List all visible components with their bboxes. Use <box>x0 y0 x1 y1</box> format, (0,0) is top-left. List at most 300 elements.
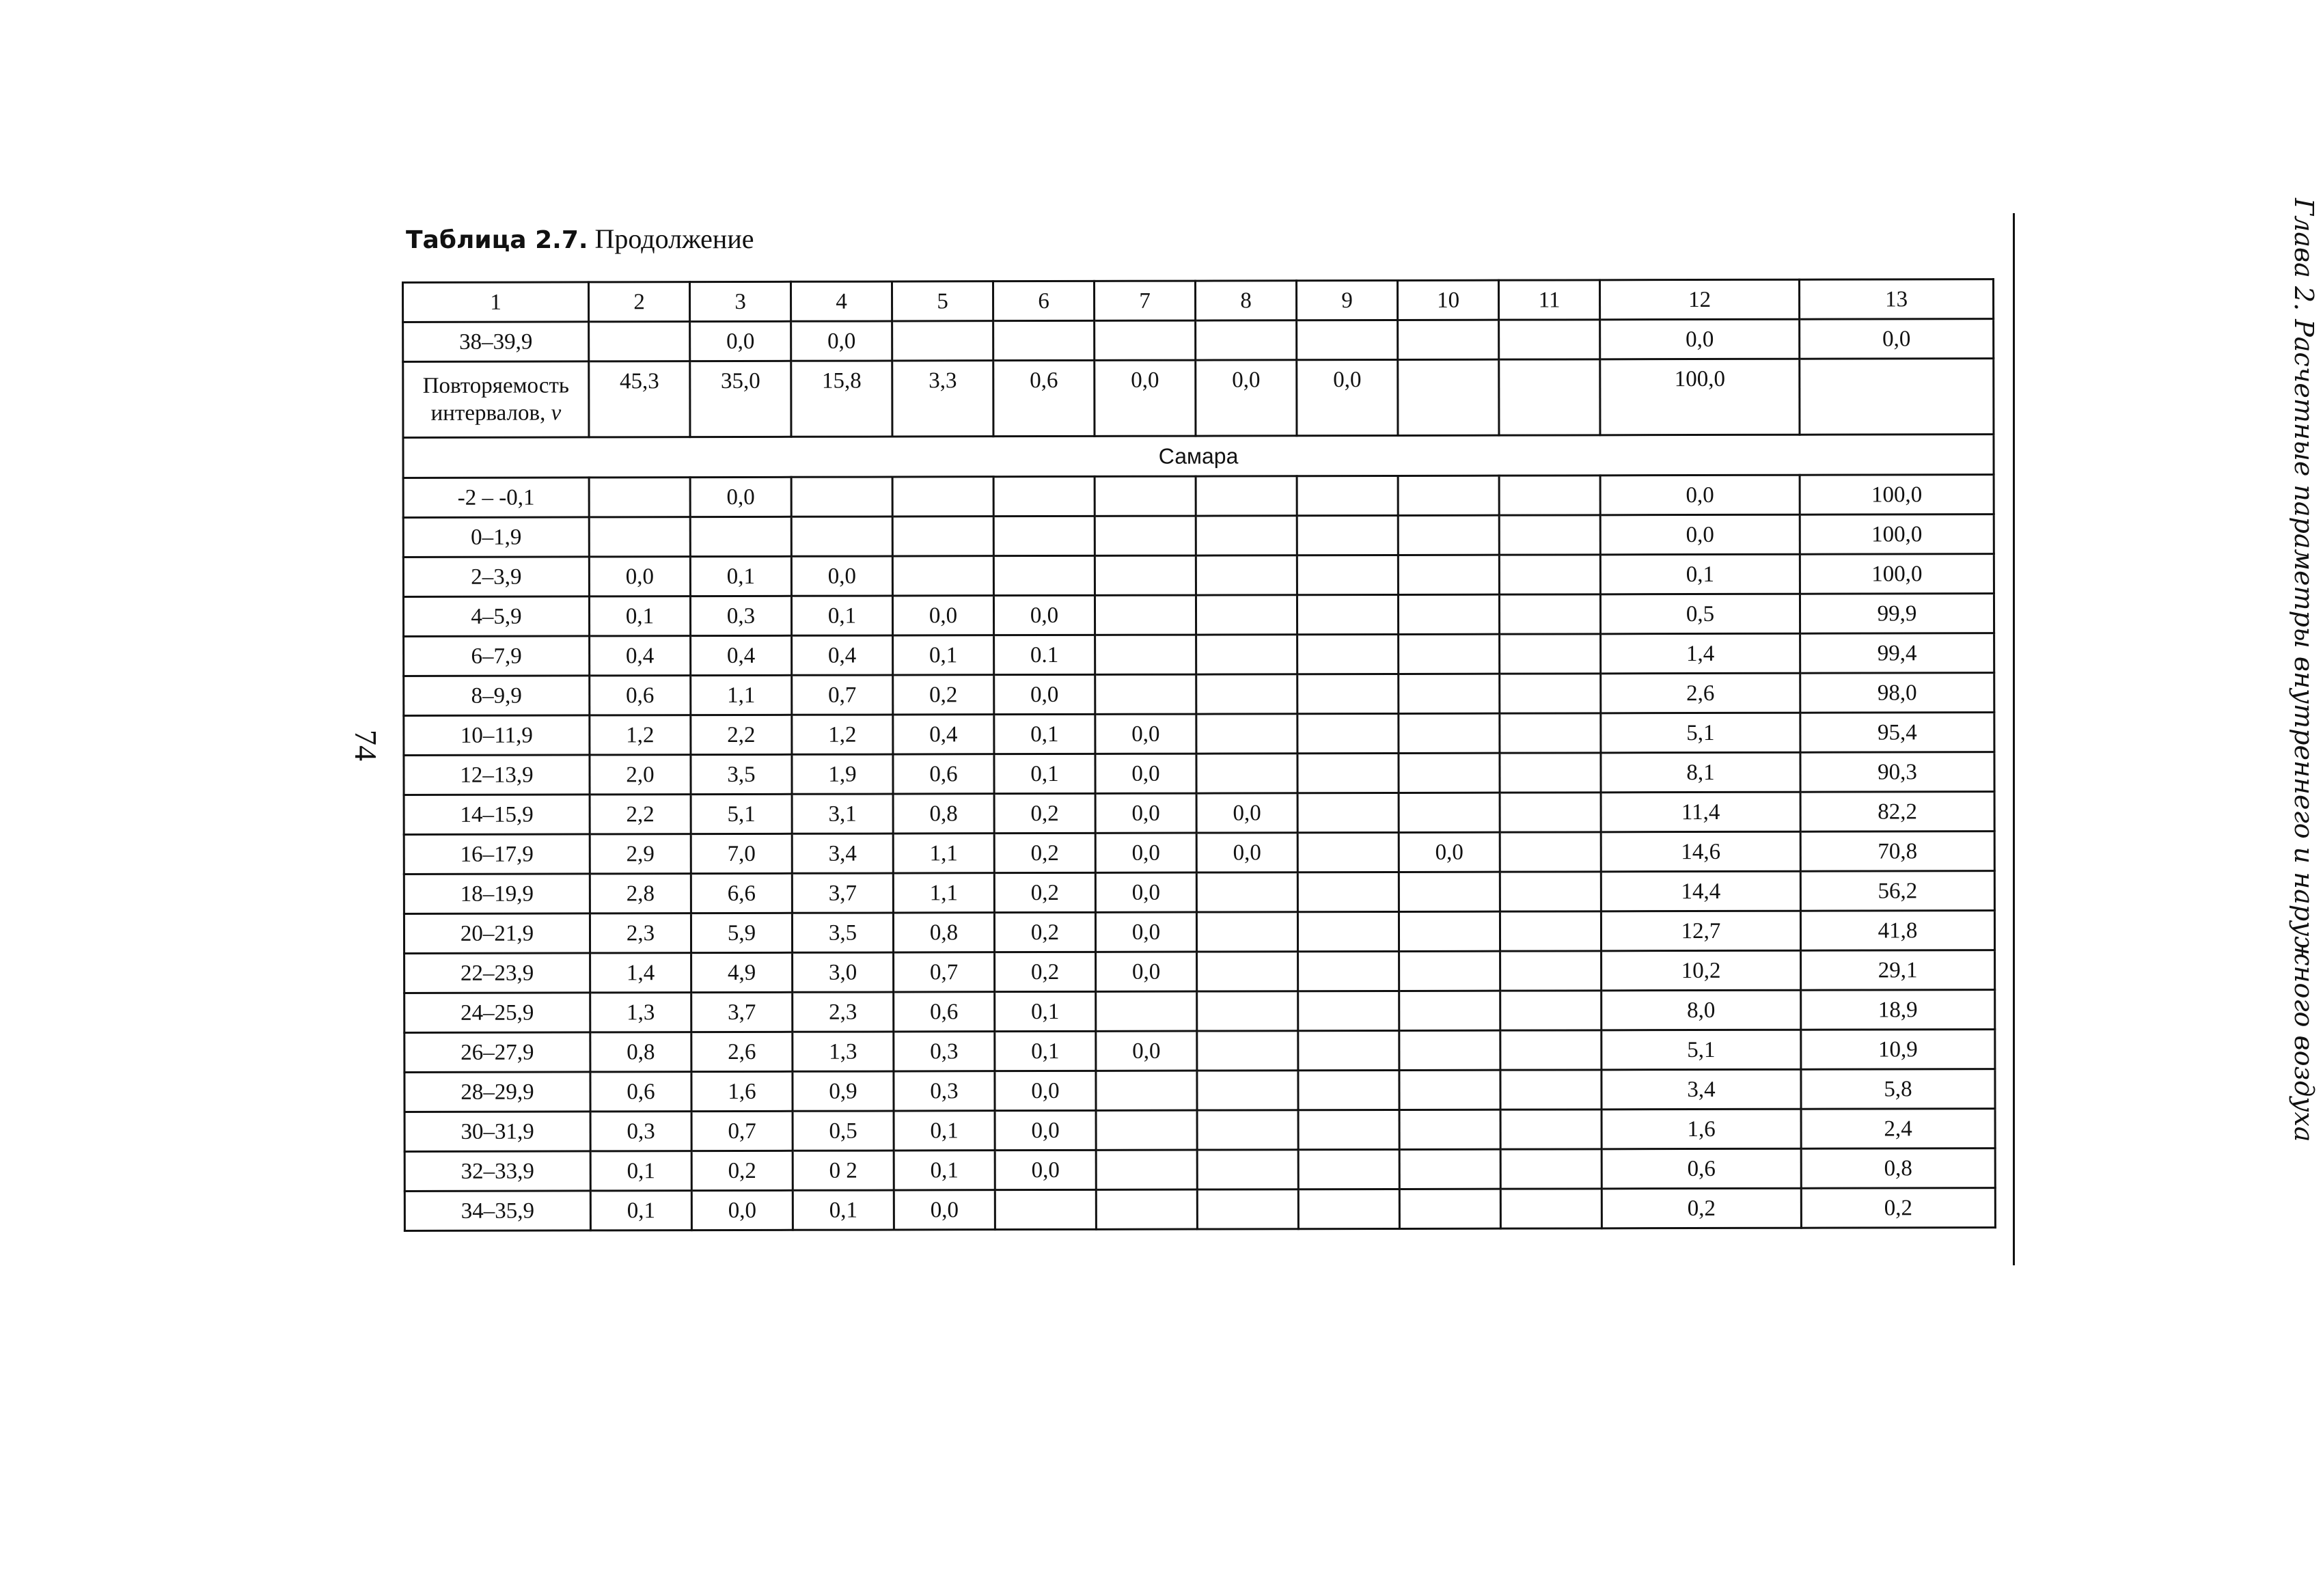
table-row <box>404 713 1994 756</box>
table-cell <box>1399 1189 1500 1228</box>
table-cell <box>1500 713 1601 753</box>
table-cell <box>1298 1070 1399 1110</box>
table-cell: 3,0 <box>793 952 894 992</box>
interval-label-cell: 18–19,9 <box>404 874 590 914</box>
table-row <box>404 1148 1995 1192</box>
table-cell: 2,6 <box>691 1032 793 1071</box>
table-cell: 0,7 <box>894 952 995 992</box>
table-cell <box>1500 911 1601 951</box>
data-table <box>402 278 1996 1232</box>
table-cell <box>1096 1071 1197 1110</box>
table-cell <box>1499 555 1600 594</box>
table-cell <box>1500 1030 1602 1070</box>
interval-label-cell: 16–17,9 <box>404 834 590 875</box>
table-cell: 0,1 <box>793 1190 894 1230</box>
column-number-cell: 7 <box>1095 281 1196 320</box>
table-cell: 0,0 <box>1095 714 1196 754</box>
table-cell <box>1096 991 1197 1031</box>
table-cell: 0,0 <box>995 1150 1096 1189</box>
table-cell: 1,1 <box>893 873 994 913</box>
table-cell: 1,4 <box>590 953 691 993</box>
table-cell <box>1196 674 1297 714</box>
table-cell: 100,0 <box>1800 475 1994 515</box>
table-cell <box>1298 1149 1399 1189</box>
table-cell: 0,4 <box>893 715 994 754</box>
table-cell: 100,0 <box>1800 514 1994 555</box>
table-cell: 0,0 <box>1096 952 1197 991</box>
table-cell <box>1499 594 1600 634</box>
table-cell: 0,3 <box>590 1112 691 1151</box>
table-cell <box>1500 1070 1602 1110</box>
table-cell: 0,1 <box>590 1191 691 1230</box>
table-cell <box>1297 476 1398 515</box>
table-cell <box>1399 1070 1500 1110</box>
table-cell <box>1500 1149 1602 1189</box>
table-cell: 0,0 <box>1095 833 1196 872</box>
table-cell: 82,2 <box>1800 792 1994 832</box>
running-header: Глава 2. Расчетные параметры внутреннего и наружного воздуха <box>2289 198 2319 1142</box>
table-cell <box>1500 1189 1602 1228</box>
section-title-samara: Самара <box>403 435 1994 478</box>
table-cell <box>589 517 690 557</box>
table-cell: 56,2 <box>1800 871 1994 911</box>
table-cell: 10,2 <box>1602 950 1801 991</box>
table-cell: 70,8 <box>1800 831 1994 872</box>
table-cell: 0,0 <box>1600 475 1800 515</box>
table-cell <box>589 478 690 517</box>
table-cell: 0,2 <box>893 675 994 715</box>
table-cell <box>1298 1189 1399 1228</box>
table-cell: 1,2 <box>792 715 893 754</box>
table-cell <box>1399 991 1500 1030</box>
table-cell <box>1297 793 1399 832</box>
table-cell <box>1399 1110 1500 1149</box>
table-row <box>404 911 1994 954</box>
table-cell: 0,2 <box>994 793 1095 833</box>
table-cell <box>993 516 1095 555</box>
table-cell: 18,9 <box>1801 990 1995 1030</box>
table-cell <box>993 555 1095 595</box>
table-cell <box>1399 713 1500 753</box>
table-cell <box>1499 476 1600 515</box>
table-cell: 3,4 <box>1602 1069 1801 1110</box>
interval-label-cell: 14–15,9 <box>404 795 590 835</box>
repeatability-row <box>403 359 1994 438</box>
table-cell: 0,0 <box>1095 754 1196 793</box>
table-cell <box>1500 872 1601 911</box>
table-cell <box>1500 753 1601 793</box>
table-cell: 1,1 <box>691 675 792 715</box>
table-cell: 0,7 <box>792 675 893 715</box>
page-number: 74 <box>348 730 383 761</box>
table-cell: 4,9 <box>691 952 793 992</box>
table-cell: 2,6 <box>1601 673 1800 713</box>
column-number-cell: 8 <box>1196 281 1297 320</box>
table-cell: 1,1 <box>893 834 994 873</box>
table-cell: 0,0 <box>589 557 690 596</box>
table-header <box>403 279 1994 322</box>
table-cell <box>1297 674 1399 713</box>
table-cell: 0,3 <box>894 1032 995 1071</box>
table-cell <box>892 517 993 556</box>
table-row <box>404 831 1994 875</box>
table-cell: 0,0 <box>1600 514 1800 555</box>
table-cell <box>1196 635 1297 674</box>
table-cell: 0,2 <box>994 912 1095 952</box>
table-cell: 0 2 <box>793 1151 894 1190</box>
table-caption <box>406 220 754 260</box>
table-cell: 0,8 <box>893 794 994 834</box>
table-cell: 0,0 <box>894 1190 995 1230</box>
table-cell <box>791 517 892 556</box>
table-cell: 0,0 <box>1399 832 1500 872</box>
table-cell <box>1297 832 1399 872</box>
table-row <box>404 673 1994 716</box>
table-cell: 11,4 <box>1601 792 1800 832</box>
table-cell: 0,0 <box>994 674 1095 714</box>
table-cell: 2,8 <box>590 874 691 913</box>
table-cell: 1,2 <box>590 715 691 755</box>
table-cell: 3,3 <box>892 361 993 437</box>
table-row <box>404 871 1994 914</box>
table-cell: 2,2 <box>590 795 691 834</box>
table-cell <box>1298 951 1399 991</box>
table-cell <box>1500 951 1602 991</box>
table-cell <box>1095 674 1196 714</box>
table-cell: 0,0 <box>1800 319 1994 359</box>
table-cell <box>1095 516 1196 555</box>
table-body <box>403 319 1996 1231</box>
table-cell: 8,1 <box>1601 752 1800 793</box>
table-cell: 0,5 <box>793 1111 894 1151</box>
table-cell <box>1399 753 1500 793</box>
table-cell <box>1297 753 1399 793</box>
table-cell: 0,0 <box>995 1071 1096 1110</box>
table-row <box>403 594 1994 637</box>
table-cell: 2,3 <box>793 992 894 1032</box>
table-cell <box>1297 911 1399 951</box>
table-cell <box>1500 674 1601 713</box>
table-row <box>404 950 1995 993</box>
table-cell <box>1500 991 1602 1030</box>
table-cell: 29,1 <box>1801 950 1995 991</box>
table-cell: 0,1 <box>590 1151 691 1191</box>
table-cell: 0,8 <box>1801 1148 1995 1189</box>
table-cell: 0,0 <box>1095 872 1196 912</box>
table-cell: 10,9 <box>1801 1030 1995 1070</box>
table-cell <box>1399 872 1500 911</box>
table-cell: 1,3 <box>590 993 691 1032</box>
table-cell <box>1399 793 1500 832</box>
table-cell <box>1500 832 1601 872</box>
table-cell: 0,0 <box>1095 793 1196 833</box>
table-cell: 5,1 <box>1601 713 1800 753</box>
table-cell: 0,2 <box>995 952 1096 991</box>
table-cell: 0,0 <box>1196 833 1297 872</box>
table-cell: 98,0 <box>1800 673 1994 713</box>
table-cell <box>589 322 690 361</box>
table-cell: 8,0 <box>1602 990 1801 1030</box>
table-cell <box>1095 635 1196 674</box>
table-cell: 0,0 <box>1095 912 1196 952</box>
table-cell: 0,4 <box>792 635 893 675</box>
table-cell: 0,0 <box>690 321 791 361</box>
table-cell: 0,8 <box>590 1032 691 1072</box>
table-cell <box>1499 359 1600 435</box>
table-cell: 0,4 <box>590 636 691 676</box>
table-cell <box>993 476 1095 516</box>
interval-label-cell: 28–29,9 <box>404 1072 590 1112</box>
table-cell: 3,5 <box>691 754 792 794</box>
table-cell <box>1298 991 1399 1030</box>
repeatability-variable: v <box>551 400 562 426</box>
table-cell <box>995 1189 1096 1229</box>
table-cell <box>1297 713 1399 753</box>
table-cell <box>1398 359 1499 435</box>
table-cell: 15,8 <box>791 361 892 437</box>
table-cell <box>1197 1031 1298 1071</box>
interval-label-cell: 6–7,9 <box>404 636 590 676</box>
table-cell: 0,1 <box>893 635 994 675</box>
table-cell <box>1095 320 1196 360</box>
table-cell <box>1399 634 1500 674</box>
column-number-cell: 2 <box>589 282 690 322</box>
interval-label-cell: -2 – -0,1 <box>403 478 589 518</box>
table-cell: 6,6 <box>691 873 792 913</box>
table-cell <box>1297 320 1398 359</box>
table-cell: 0,0 <box>1095 360 1196 436</box>
table-cell <box>1399 951 1500 991</box>
table-cell: 45,3 <box>589 361 690 437</box>
table-cell: 0,6 <box>590 1072 691 1112</box>
table-row <box>403 475 1994 518</box>
table-cell: 2,0 <box>590 755 691 795</box>
column-number-cell: 13 <box>1799 279 1993 320</box>
repeatability-label-line1: Повторяемость <box>422 373 569 398</box>
table-cell: 0,1 <box>894 1151 995 1190</box>
table-cell: 0,6 <box>1602 1148 1801 1189</box>
table-cell: 0,1 <box>791 596 892 635</box>
table-row <box>404 1109 1995 1152</box>
table-caption-number: Таблица 2.7. <box>406 226 588 254</box>
table-cell <box>1398 320 1499 359</box>
table-cell <box>1197 1150 1298 1189</box>
table-cell: 2,2 <box>691 715 792 754</box>
table-cell: 1,6 <box>691 1071 793 1111</box>
table-cell: 0,3 <box>690 596 791 635</box>
table-cell <box>892 477 993 517</box>
table-cell <box>1095 476 1196 516</box>
table-cell: 0,0 <box>993 595 1095 635</box>
column-number-cell: 12 <box>1599 279 1799 320</box>
table-cell: 0,2 <box>994 872 1095 912</box>
column-number-cell: 5 <box>892 281 993 321</box>
table-cell: 14,6 <box>1601 831 1800 872</box>
table-cell <box>1298 1030 1399 1070</box>
table-cell: 1,9 <box>792 754 893 794</box>
table-cell <box>1197 991 1298 1031</box>
table-cell <box>1196 912 1297 952</box>
table-cell: 0,8 <box>893 913 994 952</box>
table-cell <box>892 556 993 596</box>
table-cell <box>1297 555 1398 594</box>
table-cell: 100,0 <box>1800 554 1994 594</box>
table-cell <box>1196 714 1297 754</box>
column-number-cell: 4 <box>791 281 892 321</box>
interval-label-cell: 12–13,9 <box>404 755 590 795</box>
table-cell: 0,0 <box>1600 319 1800 359</box>
table-cell <box>1096 1189 1197 1229</box>
column-number-cell: 11 <box>1498 280 1599 320</box>
table-cell <box>1500 793 1601 832</box>
table-cell: 0,6 <box>893 754 994 794</box>
table-cell: 0,6 <box>993 360 1095 436</box>
table-cell <box>1095 595 1196 635</box>
table-cell <box>791 477 892 517</box>
table-caption-continuation: Продолжение <box>588 223 754 254</box>
table-cell: 0,0 <box>892 596 993 635</box>
interval-label-cell: 26–27,9 <box>404 1032 590 1073</box>
table-cell <box>1196 555 1297 595</box>
interval-label-cell: 22–23,9 <box>404 953 590 993</box>
repeatability-label-line2: интервалов, <box>430 400 551 426</box>
table-cell: 2,3 <box>590 913 691 953</box>
table-cell <box>1398 594 1499 634</box>
table-cell: 35,0 <box>690 361 791 437</box>
interval-label-cell: 8–9,9 <box>404 676 590 716</box>
interval-label-cell: 20–21,9 <box>404 913 590 954</box>
interval-label-cell: 0–1,9 <box>403 517 589 558</box>
table-cell: 0,0 <box>691 1190 793 1230</box>
interval-label-cell: 2–3,9 <box>403 557 589 597</box>
table-row <box>403 554 1994 597</box>
table-cell: 99,4 <box>1800 633 1994 674</box>
section-row <box>403 435 1994 478</box>
table-cell: 0,0 <box>1196 793 1297 833</box>
table-cell: 5,9 <box>691 913 792 952</box>
table-cell <box>1196 320 1297 360</box>
table-cell: 95,4 <box>1800 713 1994 753</box>
table-cell <box>1197 1071 1298 1110</box>
interval-label-cell: 34–35,9 <box>404 1191 590 1231</box>
table-row <box>404 990 1995 1033</box>
table-cell: 12,7 <box>1601 911 1800 951</box>
table-cell: 0,2 <box>1801 1188 1995 1228</box>
table-cell <box>1500 634 1601 674</box>
table-cell: 0,9 <box>793 1071 894 1111</box>
table-cell: 5,1 <box>691 794 792 834</box>
table-row <box>404 633 1994 676</box>
table-cell: 0,0 <box>1297 359 1398 435</box>
table-row <box>403 319 1994 362</box>
table-cell: 0,0 <box>791 556 892 596</box>
table-cell: 0,6 <box>894 992 995 1032</box>
table-cell: 0.1 <box>994 635 1095 674</box>
interval-label-cell: 10–11,9 <box>404 715 590 756</box>
table-cell: 2,4 <box>1801 1109 1995 1149</box>
table-cell: 1,3 <box>793 1032 894 1071</box>
table-cell: 0,7 <box>691 1111 793 1151</box>
table-cell <box>1196 476 1297 516</box>
table-cell: 2,9 <box>590 834 691 874</box>
table-cell: 5,8 <box>1801 1069 1995 1110</box>
table-cell <box>993 320 1095 360</box>
table-cell <box>1399 911 1500 951</box>
table-cell <box>1197 1189 1298 1229</box>
table-cell <box>1196 516 1297 555</box>
running-header-rule <box>2013 213 2015 1265</box>
table-cell: 90,3 <box>1800 752 1994 793</box>
table-cell: 14,4 <box>1601 871 1800 911</box>
interval-label-cell: 38–39,9 <box>403 322 589 362</box>
table-cell <box>1398 476 1499 515</box>
table-cell <box>1800 359 1994 435</box>
table-cell: 0,0 <box>690 477 791 517</box>
table-cell: 3,7 <box>792 873 893 913</box>
table-cell <box>1297 594 1398 634</box>
table-cell: 3,1 <box>792 794 893 834</box>
table-cell: 1,4 <box>1601 633 1800 674</box>
table-row <box>404 1069 1995 1112</box>
column-number-cell: 6 <box>993 281 1095 320</box>
table-cell: 3,7 <box>691 992 793 1032</box>
table-cell: 100,0 <box>1600 359 1800 435</box>
table-cell: 0,1 <box>894 1111 995 1151</box>
table-cell <box>1196 872 1297 912</box>
table-cell <box>1197 952 1298 991</box>
table-cell: 0,1 <box>994 754 1095 793</box>
table-cell: 0,6 <box>590 676 691 715</box>
table-cell: 0,1 <box>995 1031 1096 1071</box>
table-cell <box>1197 1110 1298 1150</box>
table-cell <box>1499 320 1600 359</box>
table-cell: 0,4 <box>691 635 792 675</box>
table-cell: 0,0 <box>791 321 892 361</box>
table-cell: 0,5 <box>1600 594 1800 634</box>
table-cell: 0,3 <box>894 1071 995 1111</box>
table-cell <box>1399 1149 1500 1189</box>
table-cell <box>1196 754 1297 793</box>
table-row <box>404 1030 1995 1073</box>
table-row <box>403 514 1994 558</box>
table-cell <box>1297 872 1399 911</box>
interval-label-cell: 24–25,9 <box>404 993 590 1033</box>
table-cell <box>1398 555 1499 594</box>
table-cell <box>1297 634 1399 674</box>
table-cell <box>1500 1110 1602 1149</box>
column-number-cell: 3 <box>690 281 791 321</box>
table-cell: 99,9 <box>1800 594 1994 634</box>
table-cell <box>1399 1030 1500 1070</box>
table-cell: 0,1 <box>994 714 1095 754</box>
table-cell: 0,1 <box>690 556 791 596</box>
table-cell: 0,0 <box>995 1110 1096 1150</box>
table-cell: 3,5 <box>792 913 893 952</box>
table-cell <box>1196 595 1297 635</box>
table-cell: 0,2 <box>994 833 1095 872</box>
table-cell <box>1095 555 1196 595</box>
table-cell: 3,4 <box>792 834 893 873</box>
table-cell <box>1096 1110 1197 1150</box>
table-cell <box>1298 1110 1399 1149</box>
column-number-cell: 1 <box>403 282 589 322</box>
interval-label-cell: 4–5,9 <box>403 596 589 637</box>
column-number-cell: 9 <box>1297 280 1398 320</box>
table-cell: 41,8 <box>1800 911 1994 951</box>
interval-label-cell: 30–31,9 <box>404 1112 590 1152</box>
repeatability-label-cell <box>403 361 589 438</box>
table-cell <box>1297 515 1398 555</box>
